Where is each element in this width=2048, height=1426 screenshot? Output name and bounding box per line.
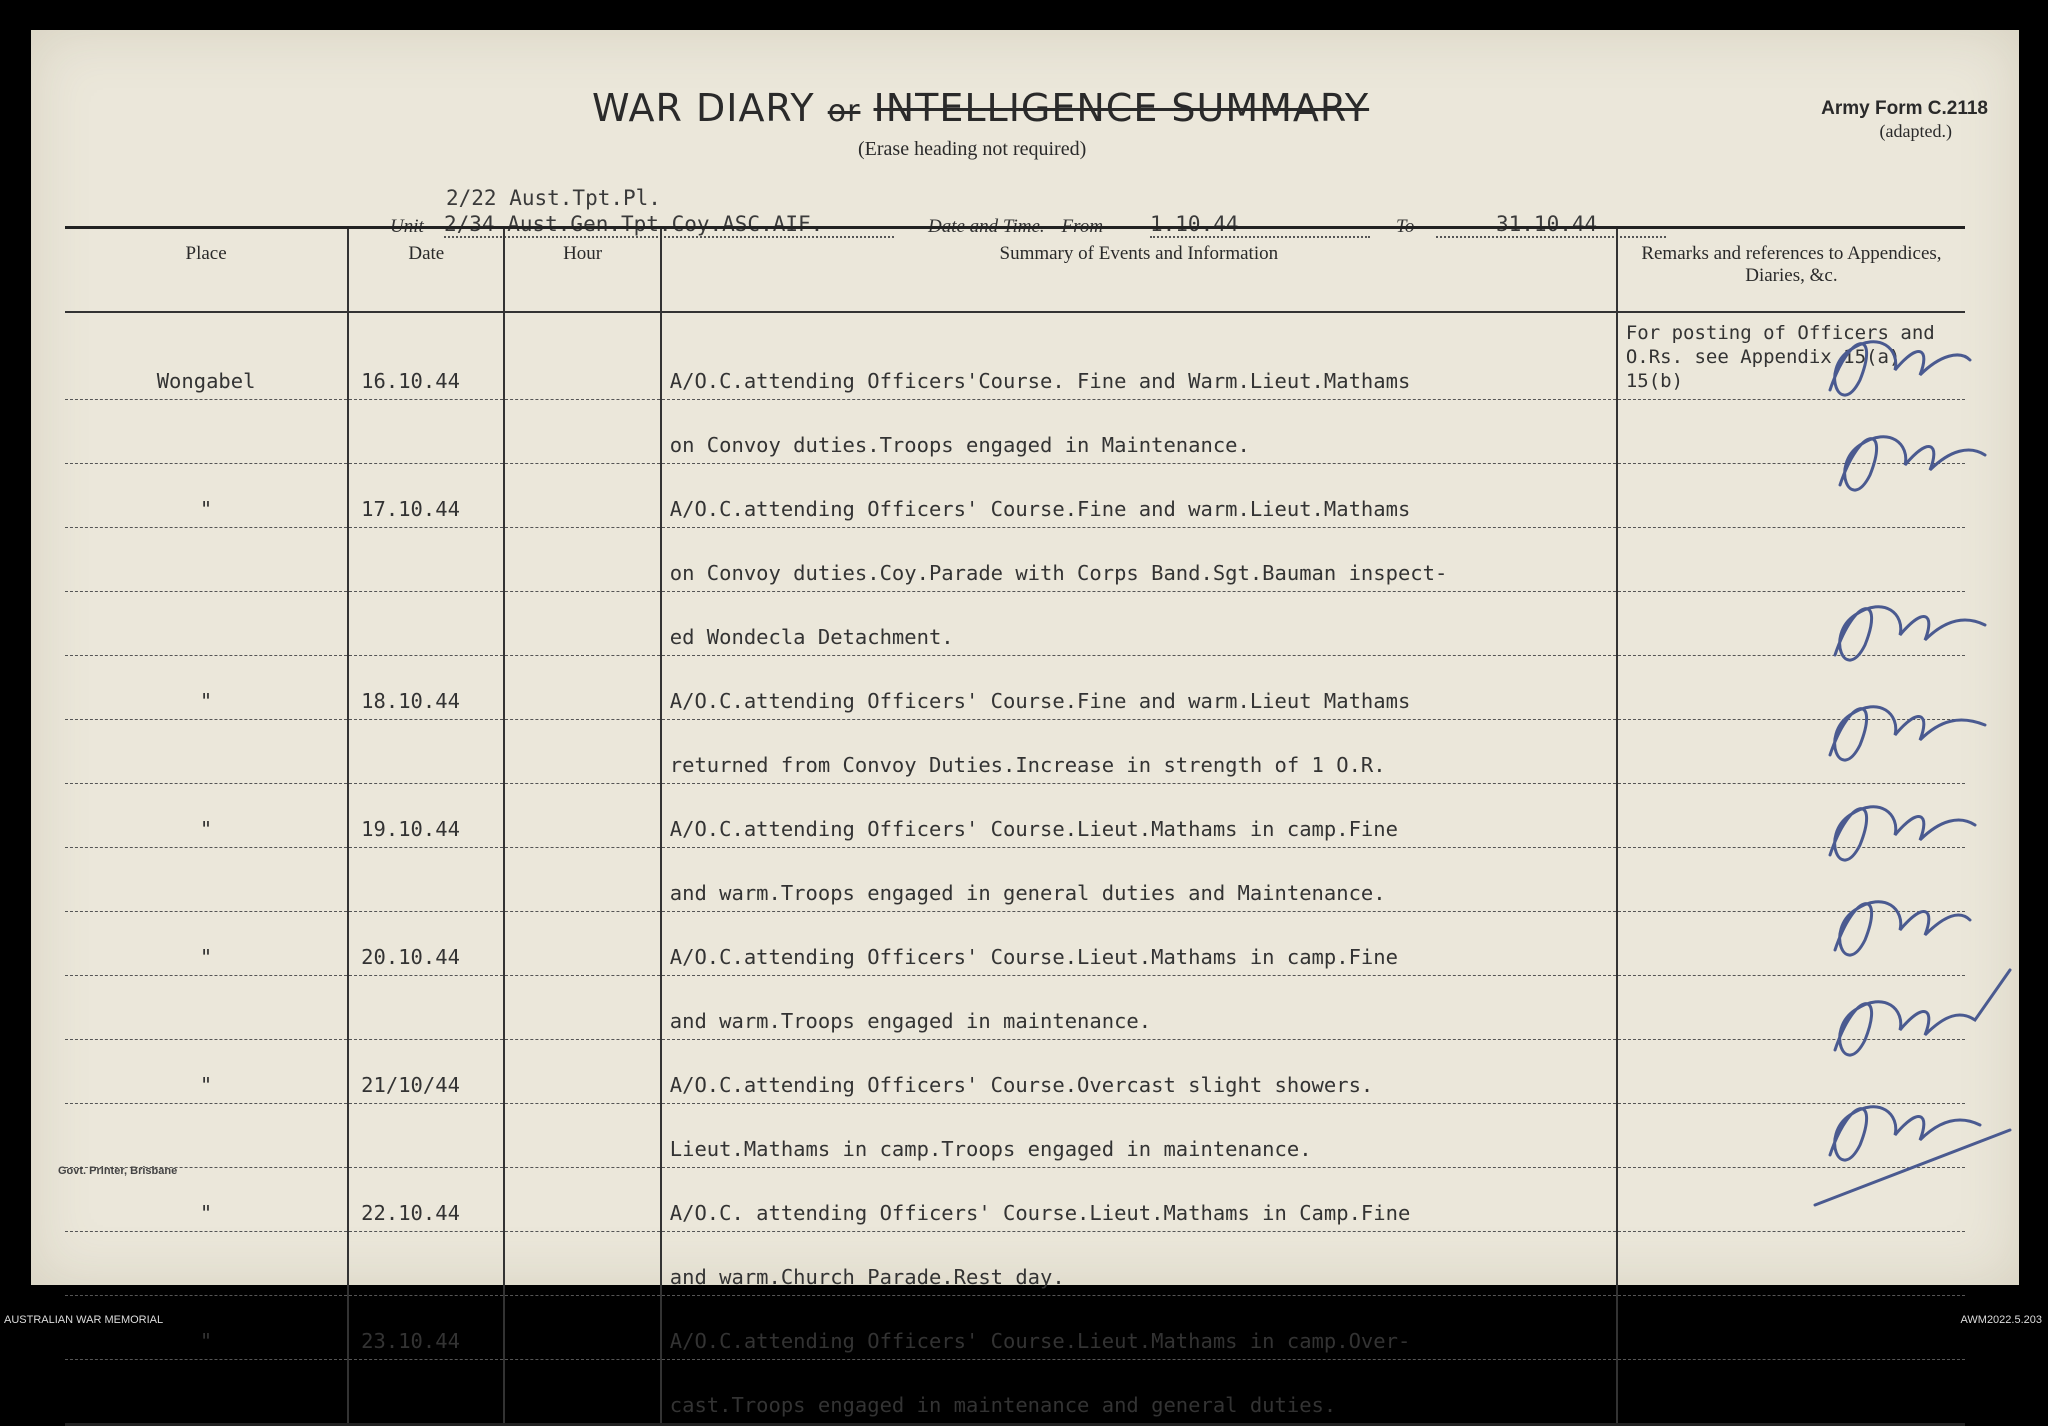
summary-cell: ed Wondecla Detachment. xyxy=(661,592,1617,656)
date-cell xyxy=(348,1232,504,1296)
date-label: Date and Time.—From xyxy=(928,216,1104,237)
place-cell xyxy=(65,1360,348,1425)
table-row xyxy=(65,976,1965,1040)
unit-line-1: 2/22 Aust.Tpt.Pl. xyxy=(446,186,661,210)
signature-initials xyxy=(1840,437,1985,490)
date-cell xyxy=(348,1360,504,1425)
place-cell: " xyxy=(65,1296,348,1360)
signature-initials xyxy=(1830,1107,1980,1160)
summary-cell: A/O.C.attending Officers' Course.Lieut.Mathams in camp.Fine xyxy=(661,784,1617,848)
page-title xyxy=(592,86,1369,130)
hour-cell xyxy=(504,976,660,1040)
table-row xyxy=(65,1104,1965,1168)
title-intelligence-summary: INTELLIGENCE SUMMARY xyxy=(873,86,1370,130)
place-cell: " xyxy=(65,1168,348,1232)
summary-cell: returned from Convoy Duties.Increase in strength of 1 O.R. xyxy=(661,720,1617,784)
signature-initials xyxy=(1835,970,2010,1055)
summary-cell: A/O.C.attending Officers' Course.Fine and warm.Lieut.Mathams xyxy=(661,464,1617,528)
table-row xyxy=(65,312,1965,400)
date-cell: 19.10.44 xyxy=(348,784,504,848)
hour-cell xyxy=(504,1104,660,1168)
col-hour: Hour xyxy=(504,228,660,313)
place-cell xyxy=(65,1104,348,1168)
table-row xyxy=(65,656,1965,720)
date-cell xyxy=(348,848,504,912)
table-row xyxy=(65,1168,1965,1232)
place-cell: " xyxy=(65,912,348,976)
place-cell: " xyxy=(65,656,348,720)
summary-cell: A/O.C.attending Officers' Course.Fine and warm.Lieut Mathams xyxy=(661,656,1617,720)
footer-credit: AUSTRALIAN WAR MEMORIAL xyxy=(4,1314,164,1326)
hour-cell xyxy=(504,312,660,400)
hour-cell xyxy=(504,720,660,784)
title-war-diary: WAR DIARY xyxy=(592,86,815,130)
date-cell: 20.10.44 xyxy=(348,912,504,976)
date-from: 1.10.44 xyxy=(1150,212,1370,238)
table-row xyxy=(65,912,1965,976)
signature-initials xyxy=(1835,902,1970,955)
signature-initials xyxy=(1815,1130,2010,1205)
table-row xyxy=(65,784,1965,848)
summary-cell: Lieut.Mathams in camp.Troops engaged in maintenance. xyxy=(661,1104,1617,1168)
table-row xyxy=(65,400,1965,464)
date-cell xyxy=(348,976,504,1040)
signature-initials xyxy=(1830,807,1975,860)
summary-cell: A/O.C.attending Officers'Course. Fine and Warm.Lieut.Mathams xyxy=(661,312,1617,400)
printer-imprint: Govt. Printer, Brisbane xyxy=(58,1165,178,1177)
col-place: Place xyxy=(65,228,348,313)
signature-initials xyxy=(1835,607,1985,660)
signature-group xyxy=(1810,310,2020,1210)
table-row xyxy=(65,528,1965,592)
table-row xyxy=(65,720,1965,784)
form-number xyxy=(1821,98,1988,142)
summary-cell: and warm.Troops engaged in maintenance. xyxy=(661,976,1617,1040)
place-cell: " xyxy=(65,464,348,528)
date-cell: 16.10.44 xyxy=(348,312,504,400)
table-row xyxy=(65,464,1965,528)
place-cell: " xyxy=(65,1040,348,1104)
date-cell xyxy=(348,400,504,464)
place-cell xyxy=(65,976,348,1040)
summary-cell: on Convoy duties.Coy.Parade with Corps Band.Sgt.Bauman inspect- xyxy=(661,528,1617,592)
hour-cell xyxy=(504,1360,660,1425)
title-or: or xyxy=(827,94,861,129)
place-cell xyxy=(65,528,348,592)
hour-cell xyxy=(504,400,660,464)
hour-cell xyxy=(504,1232,660,1296)
hour-cell xyxy=(504,1040,660,1104)
place-cell xyxy=(65,848,348,912)
date-cell: 18.10.44 xyxy=(348,656,504,720)
place-cell xyxy=(65,592,348,656)
hour-cell xyxy=(504,528,660,592)
signature-initials xyxy=(1830,707,1985,760)
summary-cell: A/O.C.attending Officers' Course.Lieut.Mathams in camp.Fine xyxy=(661,912,1617,976)
place-cell xyxy=(65,720,348,784)
summary-cell: A/O.C.attending Officers' Course.Overcast slight showers. xyxy=(661,1040,1617,1104)
place-cell xyxy=(65,400,348,464)
summary-cell: and warm.Church Parade.Rest day. xyxy=(661,1232,1617,1296)
signature-initials xyxy=(1830,342,1970,395)
hour-cell xyxy=(504,848,660,912)
hour-cell xyxy=(504,464,660,528)
place-cell xyxy=(65,1232,348,1296)
col-remarks: Remarks and references to Appendices, Diaries, &c. xyxy=(1617,228,1965,313)
date-cell xyxy=(348,592,504,656)
summary-cell: A/O.C.attending Officers' Course.Lieut.Mathams in camp.Over- xyxy=(661,1296,1617,1360)
unit-line-2: 2/34 Aust.Gen.Tpt.Coy.ASC.AIF. xyxy=(444,212,894,238)
date-cell: 21/10/44 xyxy=(348,1040,504,1104)
subtitle: (Erase heading not required) xyxy=(858,138,1087,160)
table-row xyxy=(65,1232,1965,1296)
footer-accession: AWM2022.5.203 xyxy=(1960,1314,2042,1326)
hour-cell xyxy=(504,1168,660,1232)
form-number-text: Army Form C.2118 xyxy=(1821,98,1988,119)
form-note: (adapted.) xyxy=(1879,121,1952,141)
remarks-cell xyxy=(1617,1232,1965,1296)
unit-label: Unit xyxy=(390,216,424,237)
table-row xyxy=(65,848,1965,912)
hour-cell xyxy=(504,784,660,848)
table-row xyxy=(65,592,1965,656)
date-cell: 17.10.44 xyxy=(348,464,504,528)
date-cell: 22.10.44 xyxy=(348,1168,504,1232)
place-cell: Wongabel xyxy=(65,312,348,400)
summary-cell: A/O.C. attending Officers' Course.Lieut.Mathams in Camp.Fine xyxy=(661,1168,1617,1232)
hour-cell xyxy=(504,912,660,976)
diary-table xyxy=(65,226,1965,1426)
table-header-row xyxy=(65,228,1965,313)
date-to: 31.10.44 xyxy=(1436,212,1666,238)
hour-cell xyxy=(504,656,660,720)
to-label: To xyxy=(1396,216,1415,237)
date-cell xyxy=(348,528,504,592)
col-date: Date xyxy=(348,228,504,313)
summary-cell: and warm.Troops engaged in general duties and Maintenance. xyxy=(661,848,1617,912)
date-cell: 23.10.44 xyxy=(348,1296,504,1360)
table-row xyxy=(65,1360,1965,1425)
place-cell: " xyxy=(65,784,348,848)
summary-cell: on Convoy duties.Troops engaged in Maintenance. xyxy=(661,400,1617,464)
hour-cell xyxy=(504,592,660,656)
date-cell xyxy=(348,720,504,784)
date-cell xyxy=(348,1104,504,1168)
table-row xyxy=(65,1040,1965,1104)
col-summary: Summary of Events and Information xyxy=(661,228,1617,313)
remarks-cell: For posting of Officers and O.Rs. see Appendix 15(a) 15(b) xyxy=(1617,312,1965,400)
remarks-cell xyxy=(1617,1360,1965,1425)
summary-cell: cast.Troops engaged in maintenance and general duties. xyxy=(661,1360,1617,1425)
